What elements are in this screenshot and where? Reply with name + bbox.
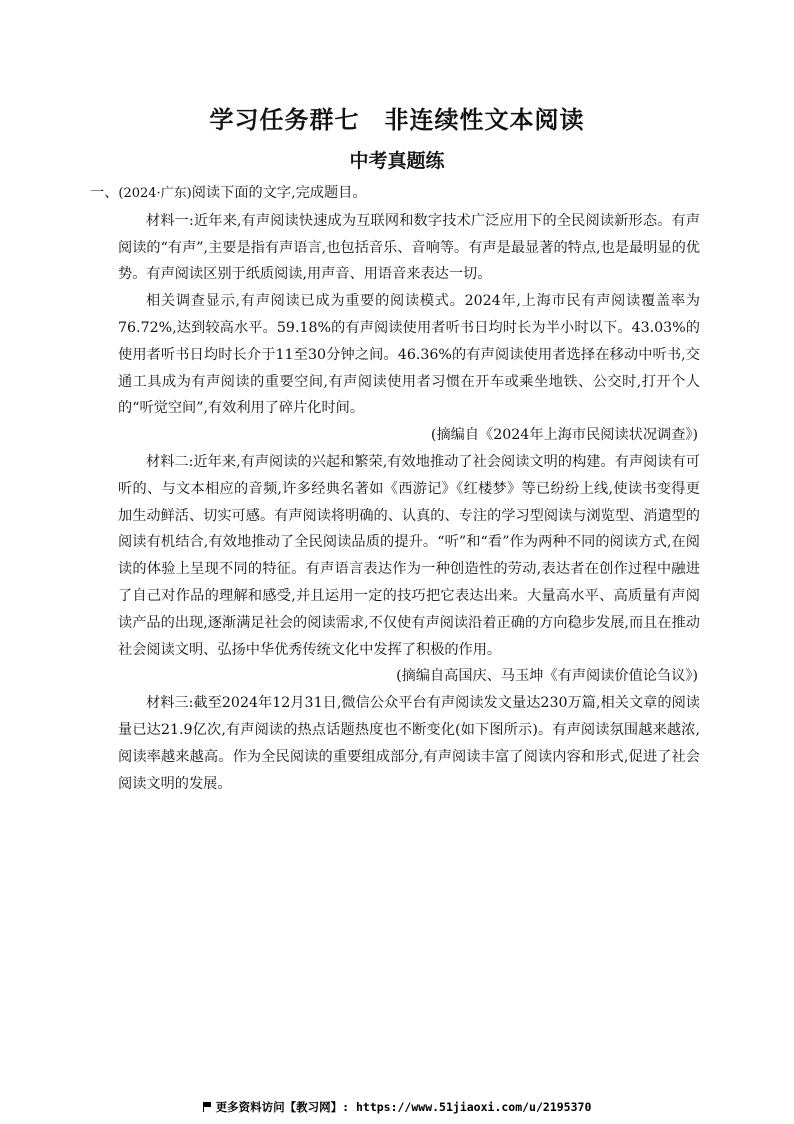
material2-source: (摘编自高国庆、马玉坤《有声阅读价值论刍议》) bbox=[396, 668, 698, 685]
footer-link-text[interactable]: 更多资料访问【教习网】: https://www.51jiaoxi.com/u/2195370 bbox=[215, 1100, 592, 1114]
page-title: 学习任务群七 非连续性文本阅读 bbox=[209, 106, 585, 134]
question-instruction: 阅读下面的文字,完成题目。 bbox=[191, 185, 367, 201]
question-source-tag: (2024·广东) bbox=[118, 186, 192, 201]
question-number: 一、 bbox=[90, 185, 119, 201]
material2-paragraph1: 材料二:近年来,有声阅读的兴起和繁荣,有效地推动了社会阅读文明的构建。有声阅读有可听的、与文本相应的音频,许多经典名著如《西游记》《红楼梦》等已纷纷上线,使读书变得更加生动鲜活、切实可感。有声阅读将明确的、认真的、专注的学习型阅读与浏览型、消遣型的阅读有机结合,有效地推动了全民阅读品质的提升。“听”和“看”作为两种不同的阅读方式,在阅读的体验上呈现不同的特征。有声语言表达作为一种创造性的劳动,表达者在创作过程中融进了自己对作品的理解和感受,并且运用一定的技巧把它表达出来。大量高水平、高质量有声阅读产品的出现,逐渐满足社会的阅读需求,不仅使有声阅读沿着正确的方向稳步发展,而且在推动社会阅读文明、弘扬中华优秀传统文化中发挥了积极的作用。 bbox=[118, 453, 700, 658]
material3-paragraph1: 材料三:截至2024年12月31日,微信公众平台有声阅读发文量达230万篇,相关文章的阅读量已达21.9亿次,有声阅读的热点话题热度也不断变化(如下图所示)。有声阅读氛围越来越浓,阅读率越来越高。作为全民阅读的重要组成部分,有声阅读丰富了阅读内容和形式,促进了社会阅读文明的发展。 bbox=[118, 695, 700, 792]
footer-promo[interactable] bbox=[0, 1099, 794, 1115]
material1-paragraph2: 相关调查显示,有声阅读已成为重要的阅读模式。2024年,上海市民有声阅读覆盖率为76.72%,达到较高水平。59.18%的有声阅读使用者听书日均时长为半小时以下。43.03%的使用者听书日均时长介于11至30分钟之间。46.36%的有声阅读使用者选择在移动中听书,交通工具成为有声阅读的重要空间,有声阅读使用者习惯在开车或乘坐地铁、公交时,打开个人的“听觉空间”,有效利用了碎片化时间。 bbox=[118, 293, 700, 417]
flag-icon bbox=[203, 1102, 212, 1112]
question-header bbox=[90, 180, 700, 208]
material1-source: (摘编自《2024年上海市民阅读状况调查》) bbox=[430, 427, 698, 444]
section-subtitle: 中考真题练 bbox=[349, 150, 445, 172]
material1-paragraph1: 材料一:近年来,有声阅读快速成为互联网和数字技术广泛应用下的全民阅读新形态。有声阅读的“有声”,主要是指有声语言,也包括音乐、音响等。有声是最显著的特点,也是最明显的优势。有声阅读区别于纸质阅读,用声音、用语音来表达一切。 bbox=[118, 212, 700, 283]
document-body bbox=[90, 180, 700, 797]
